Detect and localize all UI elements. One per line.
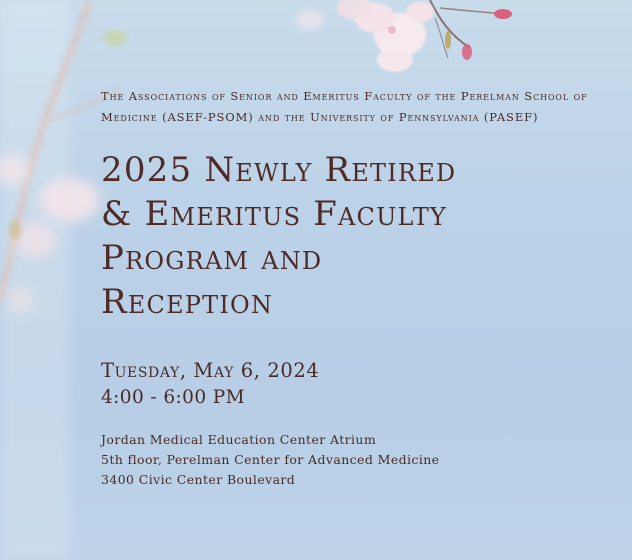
associations-heading: The Associations of Senior and Emeritus Faculty of the Perelman School of Medicine (ASEF-PSOM) and the University of Pennsylvania (PASEF) [101, 89, 588, 124]
venue-line-street: 3400 Civic Center Boulevard [101, 472, 296, 487]
flyer-content [101, 86, 601, 490]
event-time: 4:00 - 6:00 PM [101, 387, 245, 408]
event-title-line-1: 2025 Newly Retired [101, 150, 457, 190]
venue-line-building: Jordan Medical Education Center Atrium [101, 432, 377, 447]
venue-line-floor: 5th floor, Perelman Center for Advanced Medicine [101, 452, 440, 467]
venue-address [101, 430, 601, 490]
event-title-line-3: Program and [101, 238, 323, 278]
event-date: Tuesday, May 6, 2024 [101, 359, 320, 382]
event-title [101, 148, 601, 324]
event-title-line-2: & Emeritus Faculty [101, 194, 447, 234]
event-title-line-4: Reception [101, 282, 274, 322]
